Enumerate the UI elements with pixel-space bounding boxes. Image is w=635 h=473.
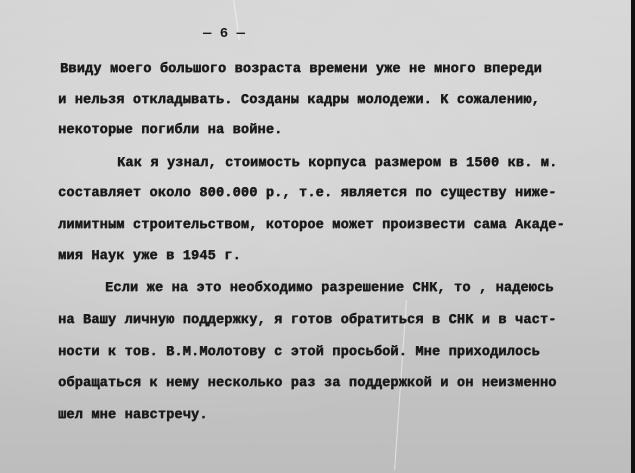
text-line: Если же на это необходимо разрешение СНК, то , надеюсь <box>105 281 554 296</box>
text-line: на Вашу личную поддержку, я готов обратиться в СНК и в част- <box>58 313 557 328</box>
text-line: лимитным строительством, которое может произвести сама Акаде- <box>58 218 565 233</box>
text-line: мия Наук уже в 1945 г. <box>58 249 241 264</box>
scan-edge <box>631 0 635 473</box>
text-line: Как я узнал, стоимость корпуса размером в 1500 кв. м. <box>117 156 558 171</box>
page-number: — 6 — <box>203 26 246 42</box>
text-line: обращаться к нему несколько раз за поддержкой и он неизменно <box>58 376 557 391</box>
text-line: и нельзя откладывать. Созданы кадры молодежи. К сожалению, <box>58 93 540 108</box>
text-line: ности к тов. В.М.Молотову с этой просьбой. Мне приходилось <box>58 345 540 360</box>
text-line: Ввиду моего большого возраста времени уже не много впереди <box>60 62 542 77</box>
text-line: составляет около 800.000 р., т.е. является по существу ниже- <box>58 186 557 201</box>
text-line: шел мне навстречу. <box>58 408 208 423</box>
text-line: некоторые погибли на войне. <box>58 123 283 138</box>
